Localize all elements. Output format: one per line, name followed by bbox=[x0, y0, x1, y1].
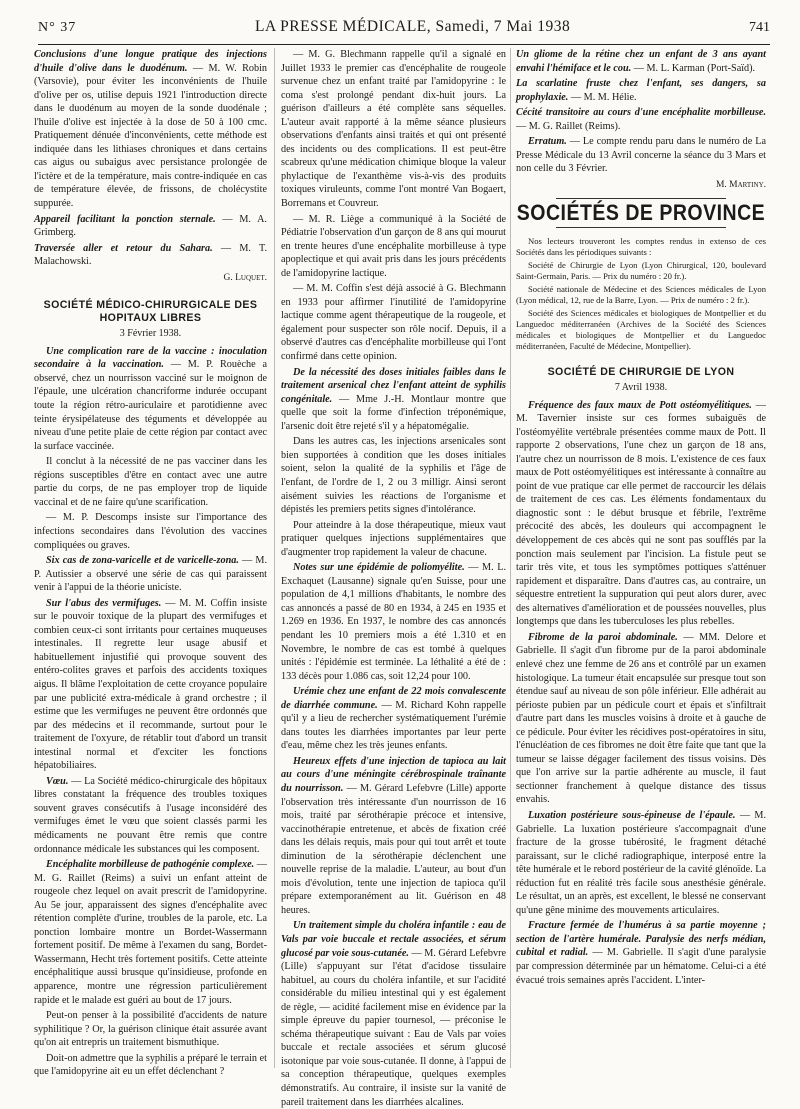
column-right bbox=[516, 48, 766, 1078]
abstract-descomps: — M. P. Descomps insiste sur l'importance des infections secondaires dans l'évolution des vaccines compliquées ou graves. bbox=[34, 512, 267, 551]
column-divider bbox=[274, 48, 275, 1068]
journal-title-date: LA PRESSE MÉDICALE, Samedi, 7 Mai 1938 bbox=[254, 18, 571, 35]
abstract-karman: Un gliome de la rétine chez un enfant de 3 ans ayant envahi l'hémiface et le cou. — M. L. Karman (Port-Saïd). bbox=[516, 49, 766, 74]
society-heading: SOCIÉTÉ MÉDICO-CHIRURGICALE DES HOPITAUX LIBRES bbox=[43, 299, 258, 325]
abstract-liege: — M. R. Liège a communiqué à la Société de Pédiatrie l'observation d'un garçon de 8 ans qui mourut en trente heures d'une encéphalite morbilleuse à type apoplectique et qui avait pris dans les jours précédents de l'amidopyrine lactique. bbox=[281, 213, 506, 279]
abstract-autissier: Six cas de zona-varicelle et de varicelle-zona. — M. P. Autissier a observé une série de cas qui paraissent venir à l'appui de la théorie unicíste. bbox=[34, 555, 267, 594]
abstract-raillet: Encéphalite morbilleuse de pathogénie complexe. — M. G. Raillet (Reims) a suivi un enfant atteint de rougeole chez lequel on avait prescrit de l'amidopyrine. Au 5e jour, apparaissent des signes d'encéphalite avec rétention complète d'urine, troubles de la parole, etc. La ponction lombaire montre un Bordet-Wassermann fortement positif. De même à l'examen du sang, Bordet-Wassermann, Hecht très fortement positifs. Cette atteinte encéphalitique aussi brusque qu'insidieuse, profonde en apparence, montre une régression particulièrement rapide et le malade est guéri au bout de 17 jours. bbox=[34, 859, 267, 1006]
paragraph: Pour atteindre à la dose thérapeutique, mieux vaut pratiquer quelques injections supplémentaires que d'augmenter trop rapidement la valeur de chacune. bbox=[281, 519, 506, 558]
abstract-roueche: Une complication rare de la vaccine : inoculation secondaire à la vaccination. — M. P. Rouèche a observé, chez un nourrisson vacciné sur le moignon de l'épaule, une ulcération chancriforme indurée occupant toute la région rétro-auriculaire et parotidienne avec teinte érysipélateuse des téguments et développée au niveau d'une petite plaie de cette région par contact avec la surface vaccinée. bbox=[34, 345, 267, 452]
abstract-malachowski: Traversée aller et retour du Sahara. — M. T. Malachowski. bbox=[34, 242, 268, 268]
column-middle bbox=[281, 48, 507, 1108]
notice-montpellier: Société des Sciences médicales et biologiques de Montpellier et du Languedoc méditerranéen (Archives de la Société des Sciences médicales et biologiques de Montpellier et du Languedoc méditerranéen, Faculté de Médecine, Montpellier). bbox=[516, 308, 766, 352]
abstract-raillet-2: Cécité transitoire au cours d'une encéphalite morbilleuse. — M. G. Raillet (Reims). bbox=[516, 107, 766, 132]
column-left bbox=[34, 48, 267, 1078]
section-rule bbox=[556, 227, 726, 228]
abstract-kohn: Urémie chez une enfant de 22 mois convalescente de diarrhée commune. — M. Richard Kohn rappelle qu'il y a lieu de rechercher systématiquement l'urémie dans toutes les diarrhées importantes par leur perte d'eau, même chez les très jeunes enfants. bbox=[281, 686, 506, 752]
abstract-grimberg: Appareil facilitant la ponction sternale. — M. A. Grimberg. bbox=[34, 213, 267, 239]
abstract-gabrielle-1: Luxation postérieure sous-épineuse de l'épaule. — M. Gabrielle. La luxation postérieure s'accompagnait d'une fracture de la grosse tubérosité, le fragment détaché paraissant, sur le cliché radiographique, interposé entre la tête humérale et le rebord postérieur de la cavité glénoïde. La réduction fut en réalité très facile sous anesthésie générale. Le résultat, un an après, est excellent, le blessé ne conservant qu'une gêne minime des mouvements articulaires. bbox=[516, 809, 767, 916]
abstract-montlaur: De la nécessité des doses initiales faibles dans le traitement arsenical chez l'enfant atteint de syphilis congénitale. — Mme J.-H. Montlaur montre que quelle que soit la forme d'infection tréponémique, l'arsenic doit être rejeté s'il y a hépatomégalie. bbox=[281, 366, 506, 432]
abstract-coffin-2: — M. M. Coffin s'est déjà associé à G. Blechmann en 1933 pour affirmer l'inutilité de l'amidopyrine lactique comme agent thérapeutique de la rougeole, et également pour suspecter son rôle nocif. Depuis, il a observé d'autres cas d'encéphalite morbilleuse qui l'ont confirmé dans cette opinion. bbox=[281, 283, 506, 363]
session-date: 7 Avril 1938. bbox=[614, 382, 668, 394]
abstract-robin: Conclusions d'une longue pratique des injections d'huile d'olive dans le duodénum. — M. W. Robin (Varsovie), pour éviter les inconvénients de l'huile d'olive per os, utilise depuis 1921 l'introduction directe dans le duodénum au moyen de la sonde duodénale ; l'huile d'olive est injectée à la dose de 50 à 100 cmc. Pratiquement dénuée d'inconvénients, cette méthode est indiquée dans les lithiases chroniques et dans certains cas aigus ou subaigus avec persistance prolongée de l'ictère et de la température, mais contre-indiquée en cas de température élevée, de frissons, de cholécystite suppurée. bbox=[34, 49, 267, 210]
header-rule bbox=[38, 44, 770, 45]
abstract-helie: La scarlatine fruste chez l'enfant, ses dangers, sa prophylaxie. — M. M. Hélie. bbox=[516, 78, 766, 103]
running-header bbox=[38, 18, 770, 42]
signature-martiny: M. Martiny. bbox=[715, 179, 766, 190]
session-date: 3 Février 1938. bbox=[119, 328, 182, 340]
signature-luquet: G. Luquet. bbox=[223, 272, 267, 283]
abstract-lefebvre-1: Heureux effets d'une injection de tapioca au lait au cours d'une méningite cérébrospinale traînante du nourrisson. — M. Gérard Lefebvre (Lille) apporte l'observation très intéressante d'un nourrisson de 16 mois, traité par sérothérapie précoce et intensive, vaccinothérapie entretenue, et abcès de fixation créé dans les délais requis, mais pour qui tout arrêt et toute diminution de la sérothérapie déclenchent une nouvelle reprise de la maladie. L'auteur, au bout d'un mois d'évolution, tente une injection de tapioca qu'il prépare extemporanément au lit. Guérison en 48 heures. bbox=[281, 755, 506, 916]
notice-intro: Nos lecteurs trouveront les comptes rendus in extenso de ces Sociétés dans les périodiques suivants : bbox=[516, 236, 766, 258]
notice-lyon-chir: Société de Chirurgie de Lyon (Lyon Chirurgical, 120, boulevard Saint-Germain, Paris. — Prix du numéro : 20 fr.). bbox=[516, 260, 766, 282]
page-folio: 741 bbox=[748, 20, 770, 35]
abstract-tavernier: Fréquence des faux maux de Pott ostéomyélitiques. — M. Tavernier insiste sur ces formes subaiguës de l'ostéomyélite vertébrale présentées comme maux de Pott. Il rapporte 2 observations, l'une chez un garçon de 18 ans, l'autre chez un nourrisson de 8 mois. L'existence de ces faux maux de Pott ostéomyélitiques est intéressante à connaître au point de vue pratique car elle permet de raccourcir les délais de traitement de ces cas. Les éléments fondamentaux du diagnostic sont : le début brusque et fébrile, l'extrême précocité des abcès, les douleurs qui accompagnent le développement de ces abcès qui ne sont pas soufflés par la ponction mais seulement par l'incision. La fistule peut se tarir très vite, et tous les symptômes pottiques s'atténuer rapidement et disparaître. Dans d'autres cas, au contraire, un séquestre entretient la suppuration qui peut alors durer, avec des alternatives d'amélioration et de poussées nouvelles, plus longtemps que dans les tuberculoses les plus rebelles. bbox=[516, 399, 766, 628]
abstract-blechmann: — M. G. Blechmann rappelle qu'il a signalé en Juillet 1933 le premier cas d'encéphalite de rougeole survenue chez un enfant traité par l'amidopyrine : le coma s'est prolongé pendant dix-huit jours. La guérison d'ailleurs a été complète sans séquelles. L'auteur avait rapporté à la même séance plusieurs observations d'enfants ainsi traités et qui ont présenté des incidents ou des complications. Il est peut-être scabreux qu'une médication chimique bloque la valeur phylactique de l'exanthème vis-à-vis des produits toxiques viruleunts, comme l'ont montré Van Bogaert, Borremans et Couvreur. bbox=[281, 49, 506, 210]
society-wish: Vœu. — La Société médico-chirurgicale des hôpitaux libres constatant la fréquence des troubles toxiques souvent graves consécutifs à l'usage inconsidéré des vermifuges émet le vœu que soient classés parmi les médicaments ne pouvant être remis que contre ordonnance médicale les substances qui les composent. bbox=[34, 775, 267, 855]
abstract-exchaquet: Notes sur une épidémie de poliomyélite. — M. L. Exchaquet (Lausanne) signale qu'en Suisse, pour une population de 4,1 millions d'habitants, le nombre des cas annoncés a passé de 80 en 1934, à 245 en 1935 et 1.269 en 1936. En 1937, le nombre des cas annoncés pendant les 10 premiers mois a été 1.310 et en Novembre, le nombre de cas est tombé à quelques unités : l'épidémie est terminée. La léthalité a été de : 133 décès pour 1.086 cas, soit 12,24 pour 100. bbox=[281, 562, 507, 682]
paragraph: Dans les autres cas, les injections arsenicales sont bien supportées à condition que les doses initiales soient, selon la qualité de la syphilis et l'âge de l'enfant, de l'ordre de 1, 2 ou 3 milligr. Ainsi seront aisément suivies les réactions de l'organisme et dépistés les premiers petits signes d'intolérance. bbox=[281, 436, 506, 516]
issue-number: N° 37 bbox=[38, 20, 77, 35]
column-divider bbox=[510, 48, 511, 1068]
section-title: SOCIÉTÉS DE PROVINCE bbox=[516, 200, 766, 227]
abstract-coffin: Sur l'abus des vermifuges. — M. M. Coffin insiste sur le pouvoir toxique de la plupart des vermifuges et combien ceux-ci sont irritants pour certaines muqueuses intestinales. Il regrette leur usage abusif et habituellement injustifié qui provoque souvent des entéro-colites graves et parfois des accidents toxiques aigus. Il blâme l'exploitation de cette croyance populaire par une publicité extra-médicale à grand orchestre ; il estime que les vermifuges ne peuvent être ordonnés que par des médecins et il recommande, surtout pour le traitement de l'oxyure, de rétablir tout d'abord un transit intestinal normal et d'exciter les fonctions hépatobiliaires. bbox=[34, 597, 267, 772]
society-heading: SOCIÉTÉ DE CHIRURGIE DE LYON bbox=[547, 366, 735, 379]
abstract-gabrielle-2: Fracture fermée de l'humérus à sa partie moyenne ; section de l'artère humérale. Paralysie des nerfs médian, cubital et radial. — M. Gabrielle. Il s'agit d'une paralysie par compression déterminée par un hématome. Celui-ci a été évacué trois semaines après l'accident. L'inter- bbox=[516, 920, 766, 986]
erratum: Erratum. — Le compte rendu paru dans le numéro de La Presse Médicale du 13 Avril concerne la séance du 3 Mars et non celle du 3 Février. bbox=[516, 136, 766, 175]
paragraph: Doit-on admettre que la syphilis a préparé le terrain et que l'amidopyrine ait eu un effet déclenchant ? bbox=[34, 1052, 267, 1078]
notice-lyon-med: Société nationale de Médecine et des Sciences médicales de Lyon (Lyon médical, 12, rue de la Barre, Lyon. — Prix de numéro : 2 fr.). bbox=[516, 284, 766, 306]
paragraph: Il conclut à la nécessité de ne pas vacciner dans les régions susceptibles d'être en contact avec une autre partie du corps, de ne pas employer trop de liquide vaccinal et de ne faire qu'une scarification. bbox=[34, 456, 267, 508]
paragraph: Peut-on penser à la possibilité d'accidents de nature syphilitique ? Or, la guérison clinique était assurée avant qu'on ait entrepris un traitement bismuthique. bbox=[34, 1010, 267, 1049]
abstract-lefebvre-2: Un traitement simple du choléra infantile : eau de Vals par voie buccale et rectale associées, et sérum glucosé par voie sous-cutanée. — M. Gérard Lefebvre (Lille) s'appuyant sur l'état d'acidose tissulaire habituel, au cours du choléra infantile, et sur l'acidité considérable du milieu intestinal qui y est également de règle, — acidité facilement mise en évidence par la simple épreuve du papier tournesol, — préconise le schéma thérapeutique suivant : Eau de Vals par voies buccale et rectale associées et sérum glucosé isotonique par voie sous-cutanée. Il donne, à l'appui de sa conception thérapeutique, quelques exemples démonstratifs. Au contraire, il insiste sur la vanité de pareil traitement dans les diarrhées alcalines. bbox=[281, 920, 506, 1108]
abstract-delore-gabrielle: Fibrome de la paroi abdominale. — MM. Delore et Gabrielle. Il s'agit d'un fibrome pur de la paroi abdominale enlevé chez une femme de 26 ans et contrôlé par un examen histologique. La tumeur était encapsulée sur presque tout son étendue sauf au niveau de son pôle inférieur. Elle adhérait au périoste pubien par un pédicule court et épais et s'infiltrait d'autre part dans les muscles voisins à droite et à gauche de ce pédicule. Pour éviter les récidives post-opératoires in situ, l'énucléation de ces fibromes ne doit être faite que tant que la tumeur se laisse dégager facilement des tissus voisins. Dès que l'on arrive sur la partie adhérente au muscle, il faut sectionner franchement à quelque distance des tissus envahis. bbox=[516, 631, 766, 806]
